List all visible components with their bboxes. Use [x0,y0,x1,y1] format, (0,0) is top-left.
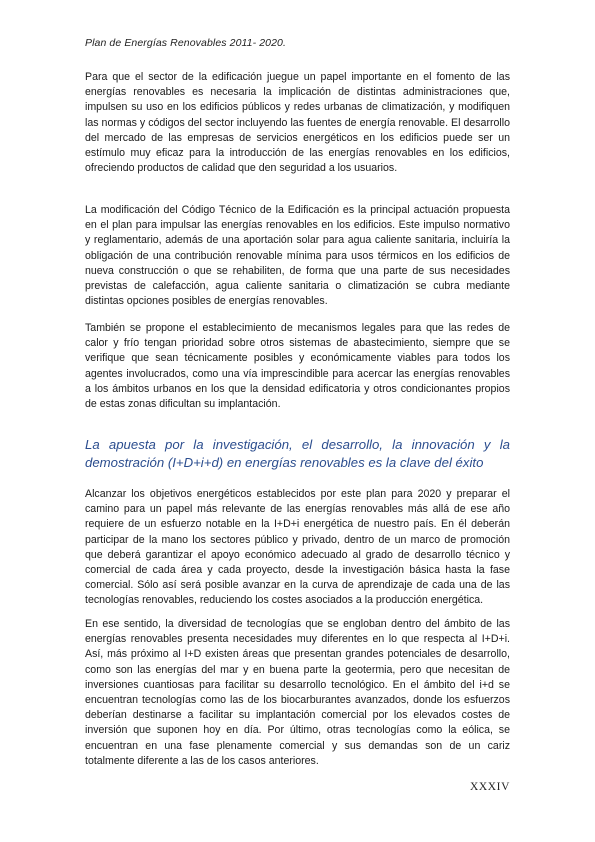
body-paragraph: Para que el sector de la edificación juegue un papel importante en el fomento de las energías renovables es necesaria la implicación de distintas administraciones que, impulsen su uso en los edificios públicos y redes urbanas de climatización, y modifiquen las normas y códigos del sector incluyendo las fuentes de energía renovable. El desarrollo del mercado de las empresas de servicios energéticos en los edificios puede ser un estímulo muy eficaz para la introducción de las energías renovables en los edificios, ofreciendo productos de calidad que den seguridad a los usuarios. [85,71,510,175]
section-paragraph: En ese sentido, la diversidad de tecnologías que se engloban dentro del ámbito de las energías renovables presenta necesidades muy diferentes en lo que respecta al I+D+i. Así, más próximo al I+D existen áreas que presentan grandes potenciales de desarrollo, como son las energías del mar y en buena parte la geotermia, pero que necesitan de inversiones cuantiosas para facilitar su desarrollo tecnológico. En el ámbito del i+d se encuentran tecnologías como las de los biocarburantes avanzados, donde los esfuerzos deberían destinarse a facilitar su implantación comercial por los elevados costes de inversión que suponen hoy en día. Por último, otras tecnologías como la eólica, se encuentran en una fase plenamente comercial y sus demandas son de un cariz totalmente diferente a las de los casos anteriores. [85,618,510,767]
section-paragraph: Alcanzar los objetivos energéticos establecidos por este plan para 2020 y preparar el camino para un papel más relevante de las energías renovables más allá de ese año requiere de un esfuerzo notable en la I+D+i energética de nuestro país. En él deberán participar de la mano los sectores público y privado, dentro de un marco de promoción que deberá garantizar el apoyo económico adecuado al grado de desarrollo técnico y comercial de cada área y cada proyecto, desde la investigación básica hasta la fase comercial. Sólo así será posible avanzar en la curva de aprendizaje de cada una de las tecnologías renovables, reduciendo los costes asociados a la producción energética. [85,488,510,607]
section-heading: La apuesta por la investigación, el desarrollo, la innovación y la demostración (I+D+i+d) en energías renovables es la clave del éxito [85,437,510,470]
running-header: Plan de Energías Renovables 2011- 2020. [85,37,287,49]
body-paragraph: La modificación del Código Técnico de la Edificación es la principal actuación propuesta en el plan para impulsar las energías renovables en los edificios. Este impulso normativo y reglamentario, además de una aportación solar para agua caliente sanitaria, incluiría la obligación de una contribución renovable mínima para usos térmicos en los edificios de nueva construcción o que se rehabiliten, de forma que una parte de sus necesidades previstas de calefacción, agua caliente sanitaria o climatización se cubra mediante distintas opciones posibles de energías renovables. [85,204,510,308]
page-number: XXXIV [469,781,510,793]
body-paragraph: También se propone el establecimiento de mecanismos legales para que las redes de calor y frío tengan prioridad sobre otros sistemas de abastecimiento, siempre que se verifique que sean técnicamente posibles y económicamente viables para todos los agentes involucrados, como una vía imprescindible para acercar las energías renovables a los ámbitos urbanos en los que la densidad edificatoria y otros condicionantes propios de estas zonas dificultan su implantación. [85,322,510,411]
